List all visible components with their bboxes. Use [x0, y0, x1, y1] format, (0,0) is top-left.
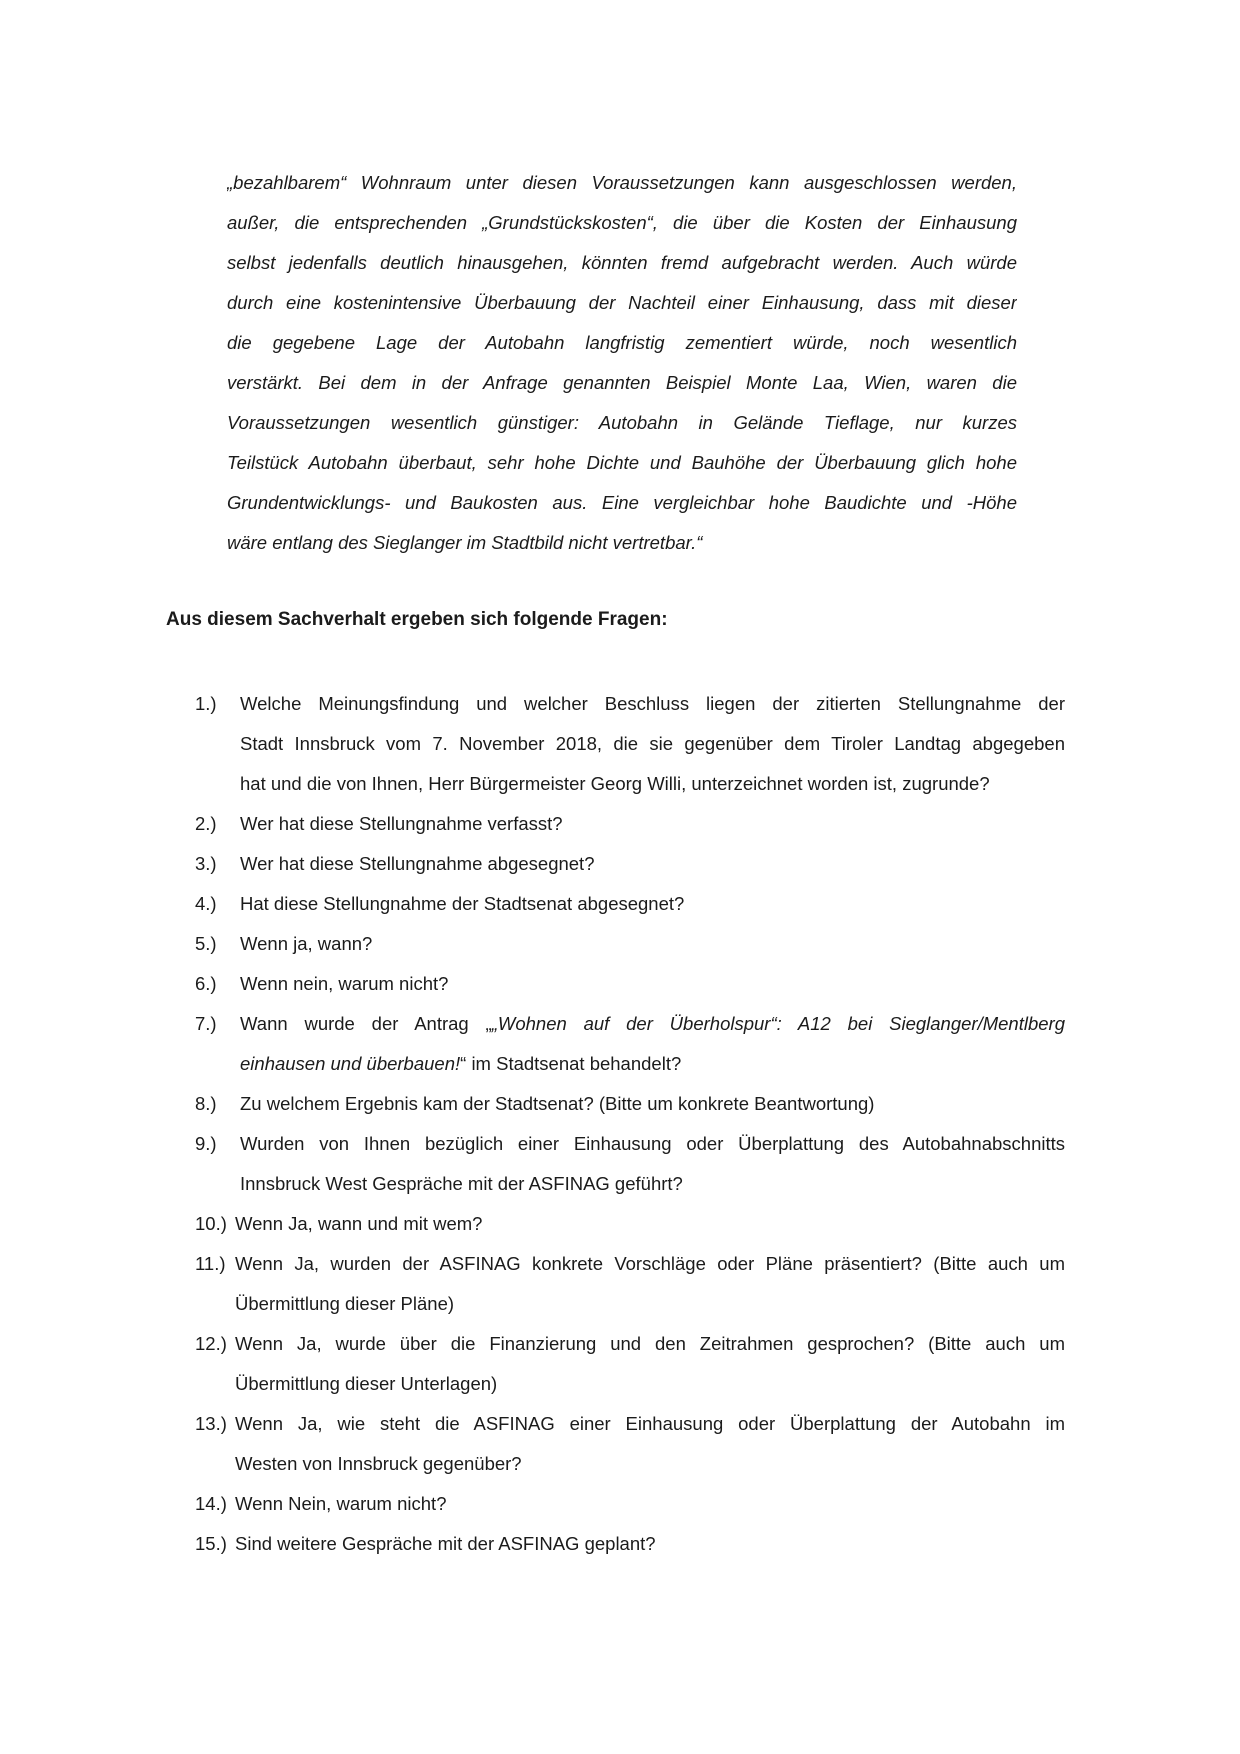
questions-heading: Aus diesem Sachverhalt ergeben sich folgende Fragen: — [166, 609, 668, 630]
question-item — [195, 844, 1065, 884]
question-item — [195, 1004, 1065, 1084]
question-line: Übermittlung dieser Pläne) — [235, 1293, 455, 1314]
quote-line: durch eine kostenintensive Überbauung der Nachteil einer Einhausung, dass mit dieser — [227, 292, 1017, 313]
question-line: Wenn ja, wann? — [240, 933, 373, 954]
quote-line: wäre entlang des Sieglanger im Stadtbild nicht vertretbar.“ — [227, 532, 703, 553]
question-line: Wenn Nein, warum nicht? — [235, 1493, 447, 1514]
question-number: 9.) — [195, 1133, 217, 1154]
question-number: 7.) — [195, 1013, 217, 1034]
question-line: Wenn Ja, wurde über die Finanzierung und den Zeitrahmen gesprochen? (Bitte auch um — [235, 1333, 1065, 1354]
question-line: Wer hat diese Stellungnahme verfasst? — [240, 813, 563, 834]
question-item — [195, 1244, 1065, 1324]
question-line: Sind weitere Gespräche mit der ASFINAG geplant? — [235, 1533, 656, 1554]
question-line: Wer hat diese Stellungnahme abgesegnet? — [240, 853, 595, 874]
question-text: “ im Stadtsenat behandelt? — [460, 1053, 682, 1074]
quote-line: verstärkt. Bei dem in der Anfrage genannten Beispiel Monte Laa, Wien, waren die — [227, 372, 1017, 393]
question-number: 11.) — [195, 1253, 226, 1274]
question-number: 6.) — [195, 973, 217, 994]
question-line: hat und die von Ihnen, Herr Bürgermeister Georg Willi, unterzeichnet worden ist, zugrunde? — [240, 773, 990, 794]
question-line: Wurden von Ihnen bezüglich einer Einhausung oder Überplattung des Autobahnabschnitts — [240, 1133, 1065, 1154]
questions-list — [195, 684, 1065, 1564]
question-item — [195, 1404, 1065, 1484]
question-line — [240, 1004, 1065, 1044]
question-number: 4.) — [195, 893, 217, 914]
question-line: Hat diese Stellungnahme der Stadtsenat abgesegnet? — [240, 893, 685, 914]
question-item — [195, 1084, 1065, 1124]
quote-line: Teilstück Autobahn überbaut, sehr hohe Dichte und Bauhöhe der Überbauung glich hohe — [227, 452, 1017, 473]
question-number: 2.) — [195, 813, 217, 834]
question-line: Übermittlung dieser Unterlagen) — [235, 1373, 498, 1394]
question-line: Innsbruck West Gespräche mit der ASFINAG geführt? — [240, 1173, 683, 1194]
quote-paragraph — [227, 163, 1017, 563]
question-item — [195, 964, 1065, 1004]
question-item — [195, 684, 1065, 804]
motion-title: „Wohnen auf der Überholspur“: A12 bei Sieglanger/Mentlberg — [491, 1013, 1065, 1034]
quote-line: selbst jedenfalls deutlich hinausgehen, könnten fremd aufgebracht werden. Auch würde — [227, 252, 1017, 273]
question-number: 1.) — [195, 693, 217, 714]
question-line: Wenn Ja, wie steht die ASFINAG einer Einhausung oder Überplattung der Autobahn im — [235, 1413, 1065, 1434]
question-line: Wenn Ja, wurden der ASFINAG konkrete Vorschläge oder Pläne präsentiert? (Bitte auch um — [235, 1253, 1065, 1274]
quote-line: „bezahlbarem“ Wohnraum unter diesen Voraussetzungen kann ausgeschlossen werden, — [227, 172, 1017, 193]
question-item — [195, 884, 1065, 924]
question-number: 12.) — [195, 1333, 227, 1354]
question-number: 5.) — [195, 933, 217, 954]
question-number: 14.) — [195, 1493, 227, 1514]
quote-line: Voraussetzungen wesentlich günstiger: Autobahn in Gelände Tieflage, nur kurzes — [227, 412, 1017, 433]
question-number: 13.) — [195, 1413, 227, 1434]
question-item — [195, 1484, 1065, 1524]
quote-line: die gegebene Lage der Autobahn langfristig zementiert würde, noch wesentlich — [227, 332, 1017, 353]
question-number: 15.) — [195, 1533, 227, 1554]
quote-line: außer, die entsprechenden „Grundstückskosten“, die über die Kosten der Einhausung — [227, 212, 1017, 233]
question-line — [240, 1044, 1065, 1084]
quote-line: Grundentwicklungs- und Baukosten aus. Eine vergleichbar hohe Baudichte und -Höhe — [227, 492, 1017, 513]
question-item — [195, 924, 1065, 964]
question-item — [195, 1524, 1065, 1564]
question-line: Wenn nein, warum nicht? — [240, 973, 449, 994]
question-line: Stadt Innsbruck vom 7. November 2018, die sie gegenüber dem Tiroler Landtag abgegeben — [240, 733, 1065, 754]
question-number: 3.) — [195, 853, 217, 874]
question-number: 10.) — [195, 1213, 227, 1234]
question-item — [195, 1204, 1065, 1244]
question-line: Welche Meinungsfindung und welcher Beschluss liegen der zitierten Stellungnahme der — [240, 693, 1065, 714]
question-line: Westen von Innsbruck gegenüber? — [235, 1453, 522, 1474]
question-item — [195, 804, 1065, 844]
motion-title: einhausen und überbauen! — [240, 1053, 461, 1074]
question-item — [195, 1324, 1065, 1404]
question-text: Wann wurde der Antrag „ — [240, 1013, 492, 1034]
question-line: Zu welchem Ergebnis kam der Stadtsenat? (Bitte um konkrete Beantwortung) — [240, 1093, 875, 1114]
question-line: Wenn Ja, wann und mit wem? — [235, 1213, 483, 1234]
question-item — [195, 1124, 1065, 1204]
question-number: 8.) — [195, 1093, 217, 1114]
